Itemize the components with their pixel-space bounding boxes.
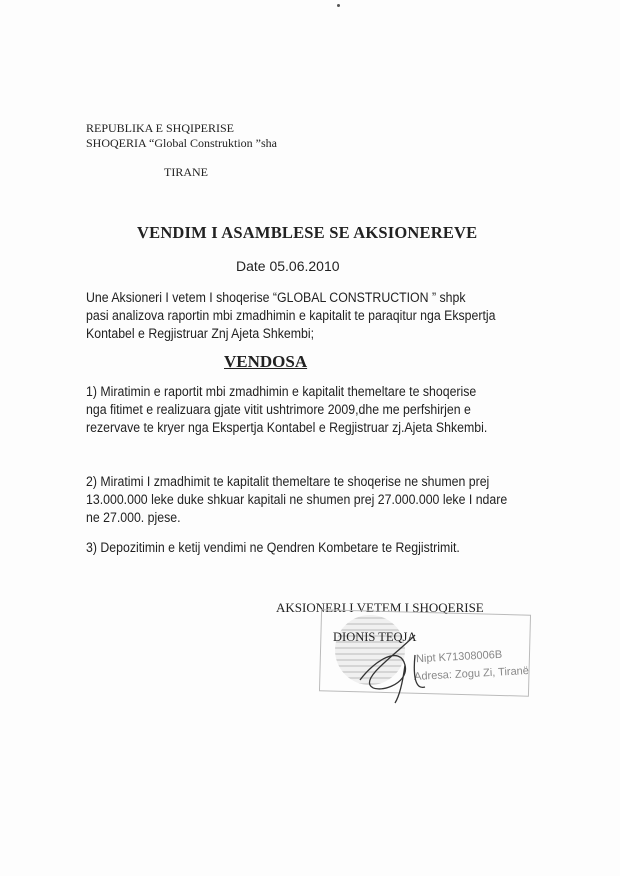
decision-heading: VENDOSA (224, 352, 308, 371)
point-line: rezervave te kryer nga Ekspertja Kontabel e Regjistruar zj.Ajeta Shkembi. (86, 420, 488, 435)
point-1 (86, 383, 487, 437)
point-line: nga fitimet e realizuara gjate vitit ushtrimore 2009,dhe me perfshirjen e (86, 402, 471, 417)
point-line: 2) Miratimi I zmadhimit te kapitalit themeltare te shoqerise ne shumen prej (86, 474, 490, 489)
intro-line: pasi analizova raportin mbi zmadhimin e kapitalit te paraqitur nga Ekspertja (86, 308, 496, 323)
stamp-address: Adresa: Zogu Zi, Tiranë (413, 665, 530, 683)
point-3 (86, 539, 460, 557)
header-company: SHOQERIA “Global Construktion ”sha (86, 136, 277, 150)
intro-line: Une Aksioneri I vetem I shoqerise “GLOBAL CONSTRUCTION ” shpk (86, 290, 466, 305)
signatory-name: DIONIS TEQJA (333, 630, 417, 644)
handwritten-signature (355, 625, 445, 705)
header-city: TIRANE (164, 165, 208, 179)
intro-paragraph (86, 289, 496, 343)
point-line: 1) Miratimin e raportit mbi zmadhimin e kapitalit themeltare te shoqerise (86, 384, 477, 399)
point-line: 3) Depozitimin e ketij vendimi ne Qendren Kombetare te Regjistrimit. (86, 540, 460, 555)
header-country: REPUBLIKA E SHQIPERISE (86, 121, 235, 135)
point-line: ne 27.000. pjese. (86, 510, 181, 525)
point-2 (86, 473, 507, 527)
point-line: 13.000.000 leke duke shkuar kapitali ne shumen prej 27.000.000 leke I ndare (86, 492, 508, 507)
document-title: VENDIM I ASAMBLESE SE AKSIONEREVE (137, 223, 478, 242)
intro-line: Kontabel e Regjistruar Znj Ajeta Shkembi; (86, 326, 315, 341)
scan-speck (337, 4, 340, 7)
stamp-nipt: Nipt K71308006B (415, 648, 503, 666)
signatory-role: AKSIONERI I VETEM I SHOQERISE (276, 600, 484, 615)
document-date: Date 05.06.2010 (236, 258, 340, 274)
